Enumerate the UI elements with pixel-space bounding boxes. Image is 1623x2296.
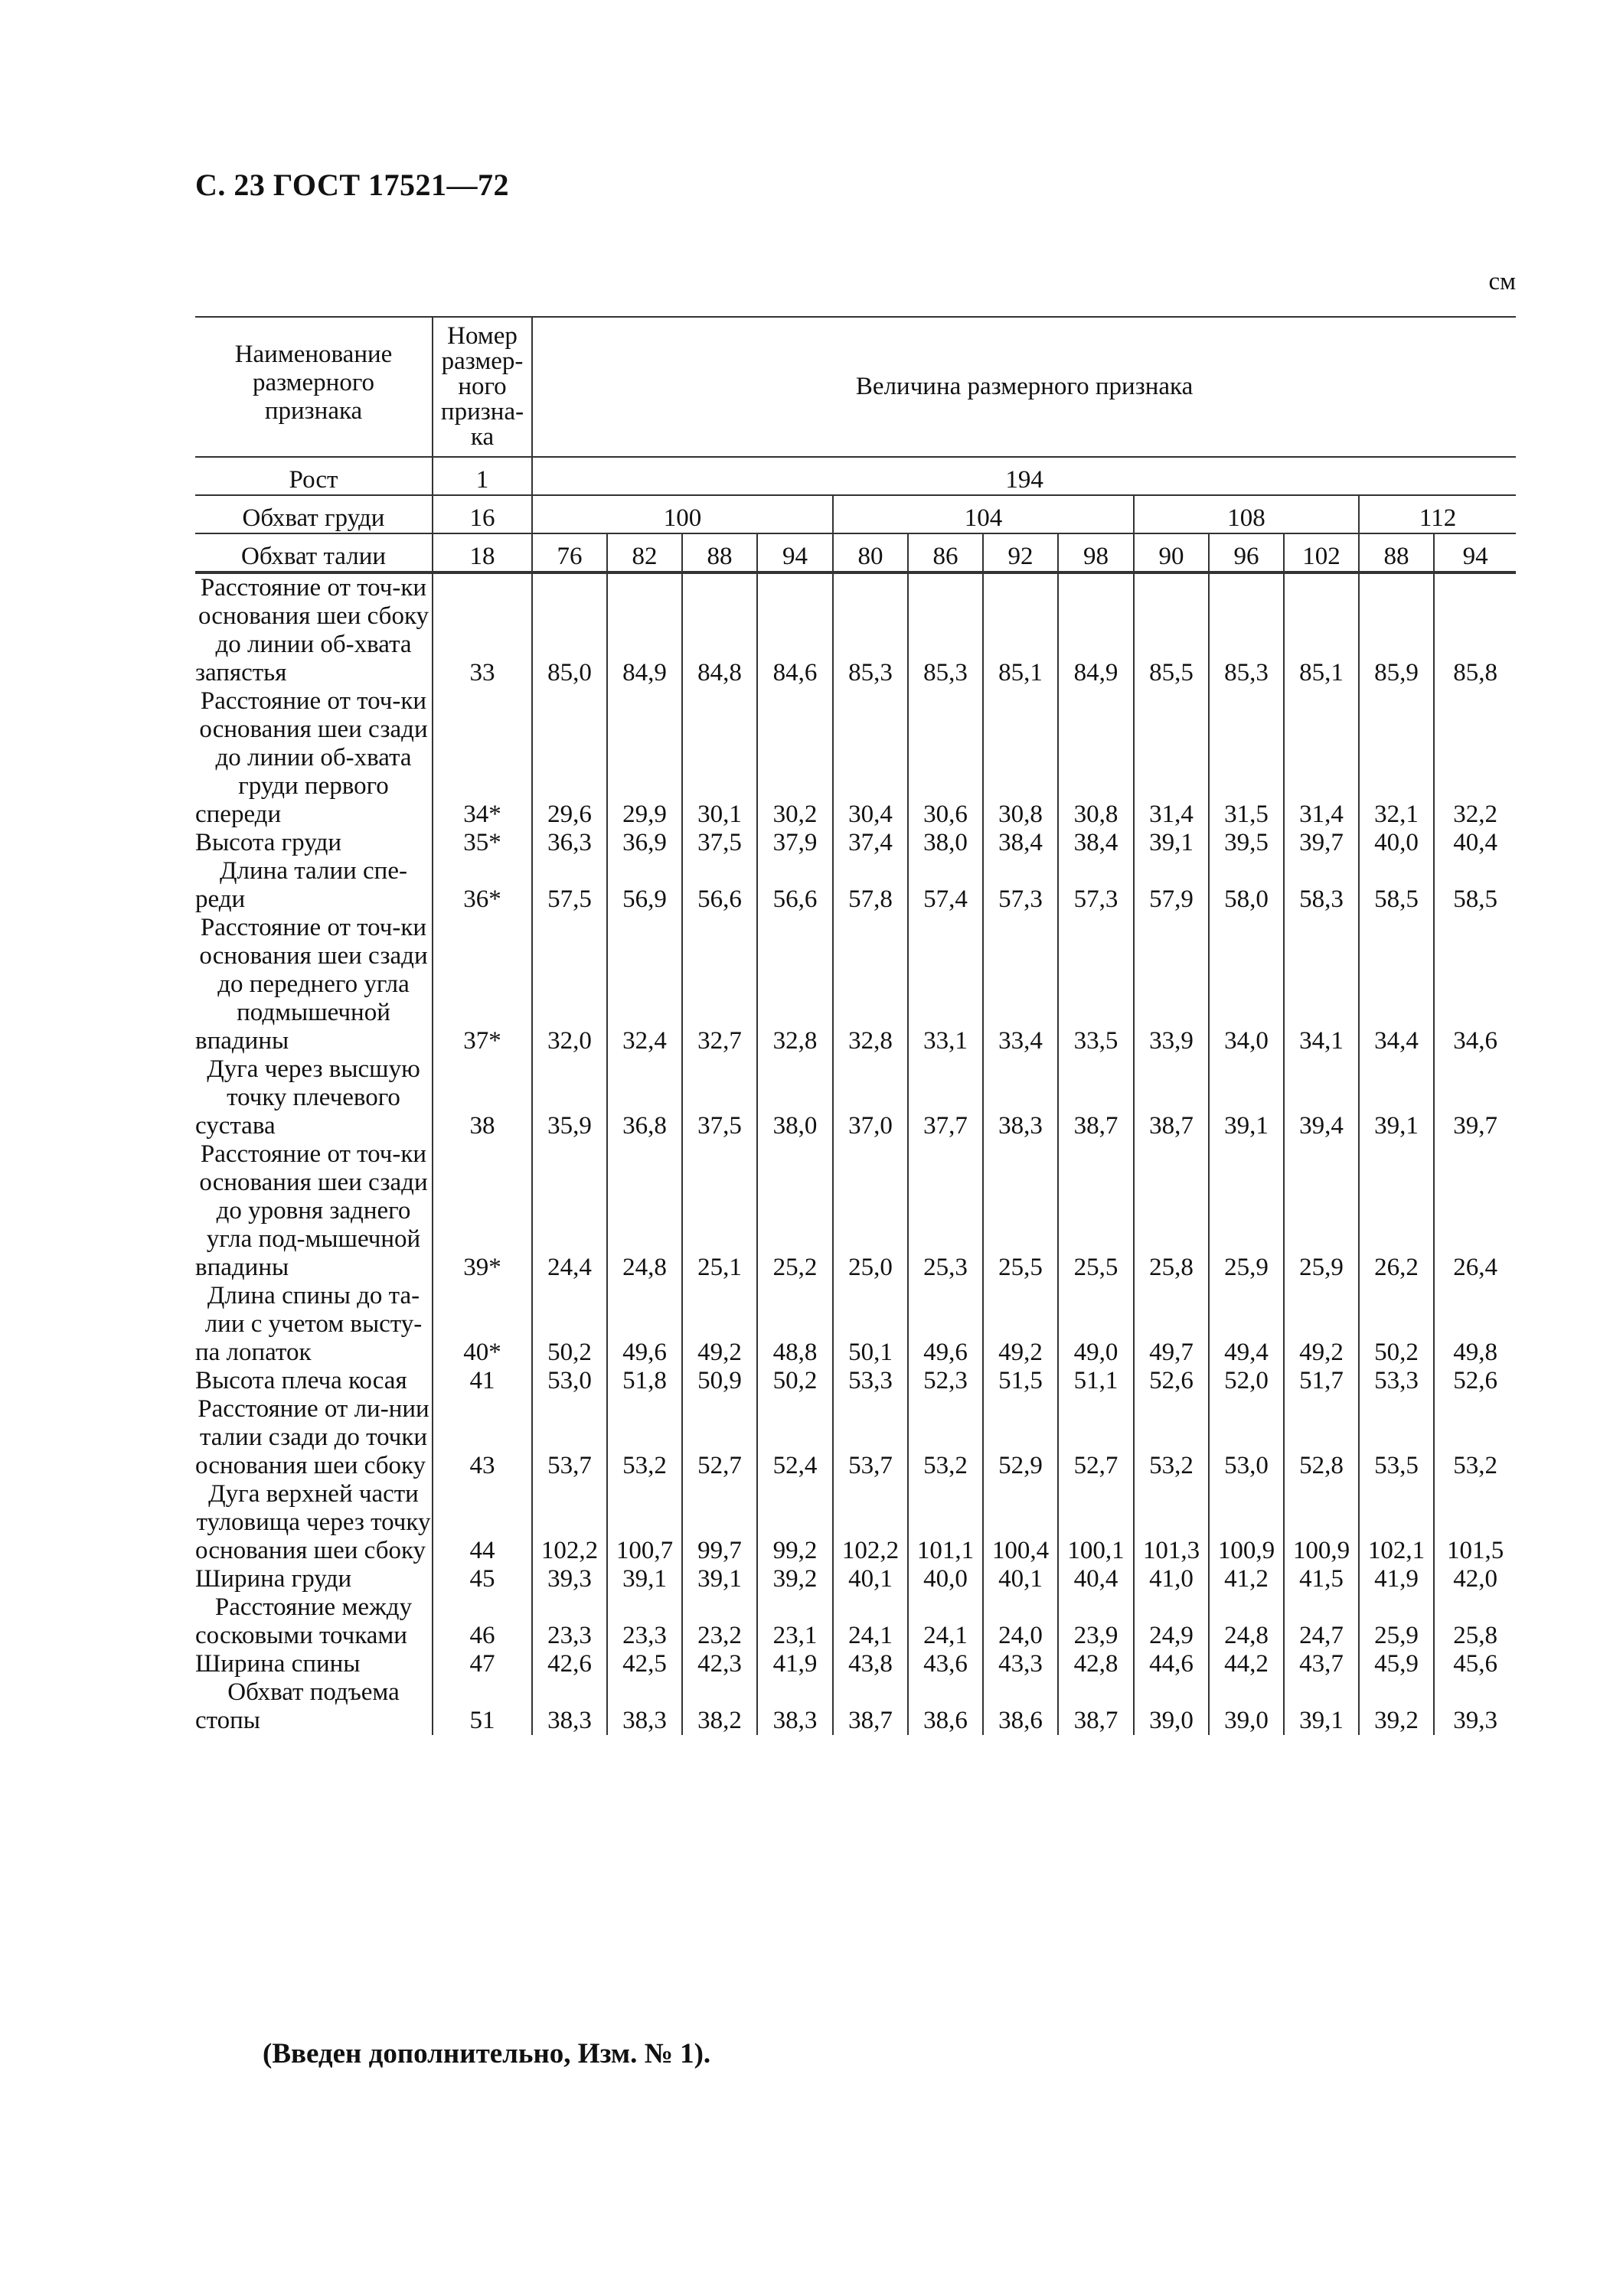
row-value: 40,1 — [833, 1565, 908, 1593]
row-value: 38,3 — [532, 1678, 607, 1735]
row-value: 49,6 — [607, 1282, 682, 1367]
row-value: 100,1 — [1058, 1480, 1134, 1565]
row-number: 33 — [433, 572, 532, 687]
row-value: 33,4 — [983, 914, 1058, 1055]
chest-number: 16 — [433, 495, 532, 533]
row-label: Обхват подъема стопы — [195, 1678, 433, 1735]
row-value: 42,0 — [1434, 1565, 1516, 1593]
row-value: 32,7 — [682, 914, 757, 1055]
row-label: Длина спины до та-лии с учетом высту-па лопаток — [195, 1282, 433, 1367]
row-value: 30,2 — [757, 687, 833, 829]
row-value: 44,2 — [1209, 1650, 1284, 1678]
chest-group: 104 — [833, 495, 1134, 533]
row-number: 39* — [433, 1140, 532, 1282]
row-value: 23,9 — [1058, 1593, 1134, 1650]
table-row — [195, 1480, 1516, 1565]
waist-value: 92 — [983, 533, 1058, 572]
row-value: 85,3 — [1209, 572, 1284, 687]
table-row — [195, 857, 1516, 914]
row-value: 30,8 — [983, 687, 1058, 829]
row-label: Расстояние от точ-ки основания шеи сбоку до линии об-хвата запястья — [195, 572, 433, 687]
row-value: 32,4 — [607, 914, 682, 1055]
rost-number: 1 — [433, 457, 532, 495]
row-value: 52,8 — [1284, 1395, 1359, 1480]
row-value: 37,5 — [682, 829, 757, 857]
row-value: 32,2 — [1434, 687, 1516, 829]
waist-number: 18 — [433, 533, 532, 572]
row-number: 44 — [433, 1480, 532, 1565]
row-value: 52,6 — [1134, 1367, 1209, 1395]
row-value: 85,0 — [532, 572, 607, 687]
row-value: 39,0 — [1134, 1678, 1209, 1735]
row-value: 101,1 — [908, 1480, 983, 1565]
waist-value: 96 — [1209, 533, 1284, 572]
page-header: С. 23 ГОСТ 17521—72 — [195, 168, 510, 202]
row-value: 53,7 — [833, 1395, 908, 1480]
row-value: 32,0 — [532, 914, 607, 1055]
row-value: 52,9 — [983, 1395, 1058, 1480]
table-row — [195, 572, 1516, 687]
waist-value: 80 — [833, 533, 908, 572]
row-value: 53,3 — [1359, 1367, 1434, 1395]
row-value: 100,9 — [1284, 1480, 1359, 1565]
row-value: 99,2 — [757, 1480, 833, 1565]
row-value: 39,1 — [607, 1565, 682, 1593]
row-value: 49,2 — [682, 1282, 757, 1367]
row-value: 31,4 — [1284, 687, 1359, 829]
footnote: (Введен дополнительно, Изм. № 1). — [263, 2038, 711, 2069]
row-value: 39,3 — [532, 1565, 607, 1593]
table-row — [195, 1367, 1516, 1395]
row-value: 49,6 — [908, 1282, 983, 1367]
row-value: 51,7 — [1284, 1367, 1359, 1395]
row-value: 39,1 — [682, 1565, 757, 1593]
row-value: 57,4 — [908, 857, 983, 914]
table-row — [195, 1650, 1516, 1678]
row-value: 49,2 — [1284, 1282, 1359, 1367]
row-value: 53,2 — [607, 1395, 682, 1480]
waist-value: 98 — [1058, 533, 1134, 572]
row-value: 25,8 — [1134, 1140, 1209, 1282]
row-value: 23,1 — [757, 1593, 833, 1650]
row-number: 45 — [433, 1565, 532, 1593]
row-number: 43 — [433, 1395, 532, 1480]
row-number: 35* — [433, 829, 532, 857]
row-value: 41,9 — [757, 1650, 833, 1678]
row-value: 58,0 — [1209, 857, 1284, 914]
row-label: Ширина груди — [195, 1565, 433, 1593]
chest-row — [195, 495, 1516, 533]
row-value: 25,9 — [1359, 1593, 1434, 1650]
row-value: 49,7 — [1134, 1282, 1209, 1367]
row-value: 39,5 — [1209, 829, 1284, 857]
row-value: 24,1 — [833, 1593, 908, 1650]
row-value: 40,4 — [1058, 1565, 1134, 1593]
row-value: 84,9 — [1058, 572, 1134, 687]
row-value: 38,6 — [983, 1678, 1058, 1735]
chest-group: 108 — [1134, 495, 1359, 533]
row-value: 57,5 — [532, 857, 607, 914]
row-value: 25,0 — [833, 1140, 908, 1282]
row-value: 25,5 — [983, 1140, 1058, 1282]
row-value: 38,7 — [1134, 1055, 1209, 1140]
row-value: 85,3 — [833, 572, 908, 687]
row-value: 42,5 — [607, 1650, 682, 1678]
table-header-row — [195, 317, 1516, 457]
row-value: 23,2 — [682, 1593, 757, 1650]
row-value: 38,0 — [757, 1055, 833, 1140]
row-value: 29,9 — [607, 687, 682, 829]
table-row — [195, 1565, 1516, 1593]
row-value: 34,4 — [1359, 914, 1434, 1055]
row-label: Ширина спины — [195, 1650, 433, 1678]
row-value: 100,9 — [1209, 1480, 1284, 1565]
row-value: 53,2 — [908, 1395, 983, 1480]
row-value: 23,3 — [532, 1593, 607, 1650]
row-value: 50,2 — [532, 1282, 607, 1367]
row-value: 33,5 — [1058, 914, 1134, 1055]
row-value: 38,7 — [1058, 1055, 1134, 1140]
row-value: 37,0 — [833, 1055, 908, 1140]
row-value: 29,6 — [532, 687, 607, 829]
row-value: 85,9 — [1359, 572, 1434, 687]
row-value: 31,4 — [1134, 687, 1209, 829]
row-value: 40,4 — [1434, 829, 1516, 857]
row-value: 49,0 — [1058, 1282, 1134, 1367]
row-value: 84,9 — [607, 572, 682, 687]
row-value: 41,5 — [1284, 1565, 1359, 1593]
row-value: 42,6 — [532, 1650, 607, 1678]
row-value: 52,4 — [757, 1395, 833, 1480]
row-value: 53,5 — [1359, 1395, 1434, 1480]
row-value: 85,1 — [1284, 572, 1359, 687]
unit-label: см — [1488, 268, 1516, 295]
row-value: 24,9 — [1134, 1593, 1209, 1650]
row-value: 39,1 — [1134, 829, 1209, 857]
row-value: 41,9 — [1359, 1565, 1434, 1593]
row-value: 38,4 — [1058, 829, 1134, 857]
row-value: 24,0 — [983, 1593, 1058, 1650]
row-value: 30,4 — [833, 687, 908, 829]
row-value: 50,9 — [682, 1367, 757, 1395]
row-value: 37,9 — [757, 829, 833, 857]
row-value: 37,5 — [682, 1055, 757, 1140]
row-value: 24,8 — [607, 1140, 682, 1282]
row-value: 43,7 — [1284, 1650, 1359, 1678]
row-value: 33,9 — [1134, 914, 1209, 1055]
row-label: Расстояние от точ-ки основания шеи сзади до линии об-хвата груди первого спереди — [195, 687, 433, 829]
column-header-number: Номер размер-ного призна-ка — [433, 317, 532, 457]
row-value: 51,8 — [607, 1367, 682, 1395]
row-value: 38,0 — [908, 829, 983, 857]
row-value: 40,0 — [908, 1565, 983, 1593]
table-row — [195, 1055, 1516, 1140]
row-value: 25,2 — [757, 1140, 833, 1282]
waist-value: 82 — [607, 533, 682, 572]
row-value: 43,3 — [983, 1650, 1058, 1678]
rost-label: Рост — [195, 457, 433, 495]
row-value: 50,2 — [757, 1367, 833, 1395]
row-value: 85,5 — [1134, 572, 1209, 687]
row-value: 39,0 — [1209, 1678, 1284, 1735]
row-value: 51,5 — [983, 1367, 1058, 1395]
row-value: 34,0 — [1209, 914, 1284, 1055]
row-value: 26,2 — [1359, 1140, 1434, 1282]
row-value: 101,5 — [1434, 1480, 1516, 1565]
row-number: 46 — [433, 1593, 532, 1650]
row-value: 44,6 — [1134, 1650, 1209, 1678]
row-value: 52,0 — [1209, 1367, 1284, 1395]
chest-label: Обхват груди — [195, 495, 433, 533]
row-label: Расстояние от точ-ки основания шеи сзади до переднего угла подмышечной впадины — [195, 914, 433, 1055]
row-value: 35,9 — [532, 1055, 607, 1140]
row-value: 39,2 — [757, 1565, 833, 1593]
row-value: 56,9 — [607, 857, 682, 914]
column-header-name: Наименование размерного признака — [195, 317, 433, 457]
row-value: 31,5 — [1209, 687, 1284, 829]
row-value: 37,7 — [908, 1055, 983, 1140]
row-value: 85,3 — [908, 572, 983, 687]
row-value: 58,5 — [1359, 857, 1434, 914]
row-value: 49,8 — [1434, 1282, 1516, 1367]
row-value: 30,1 — [682, 687, 757, 829]
row-value: 53,0 — [532, 1367, 607, 1395]
row-value: 56,6 — [682, 857, 757, 914]
row-value: 52,7 — [682, 1395, 757, 1480]
table-row — [195, 1395, 1516, 1480]
row-value: 36,8 — [607, 1055, 682, 1140]
table-row — [195, 1593, 1516, 1650]
row-number: 41 — [433, 1367, 532, 1395]
row-number: 38 — [433, 1055, 532, 1140]
row-value: 102,1 — [1359, 1480, 1434, 1565]
row-value: 32,8 — [757, 914, 833, 1055]
rost-value: 194 — [532, 457, 1516, 495]
row-value: 25,3 — [908, 1140, 983, 1282]
row-number: 34* — [433, 687, 532, 829]
row-value: 57,3 — [1058, 857, 1134, 914]
row-value: 101,3 — [1134, 1480, 1209, 1565]
row-value: 39,1 — [1209, 1055, 1284, 1140]
table-row — [195, 1282, 1516, 1367]
row-label: Высота плеча косая — [195, 1367, 433, 1395]
row-value: 24,4 — [532, 1140, 607, 1282]
row-value: 34,1 — [1284, 914, 1359, 1055]
row-value: 100,4 — [983, 1480, 1058, 1565]
row-number: 37* — [433, 914, 532, 1055]
row-value: 85,1 — [983, 572, 1058, 687]
chest-group: 112 — [1359, 495, 1516, 533]
row-value: 53,2 — [1434, 1395, 1516, 1480]
row-value: 39,4 — [1284, 1055, 1359, 1140]
row-number: 51 — [433, 1678, 532, 1735]
row-value: 51,1 — [1058, 1367, 1134, 1395]
row-value: 24,8 — [1209, 1593, 1284, 1650]
row-value: 39,7 — [1284, 829, 1359, 857]
waist-value: 90 — [1134, 533, 1209, 572]
waist-value: 86 — [908, 533, 983, 572]
row-value: 39,1 — [1359, 1055, 1434, 1140]
row-value: 23,3 — [607, 1593, 682, 1650]
row-value: 52,7 — [1058, 1395, 1134, 1480]
row-value: 38,6 — [908, 1678, 983, 1735]
row-value: 25,9 — [1284, 1140, 1359, 1282]
row-value: 32,8 — [833, 914, 908, 1055]
row-value: 25,9 — [1209, 1140, 1284, 1282]
row-value: 52,3 — [908, 1367, 983, 1395]
row-value: 50,2 — [1359, 1282, 1434, 1367]
row-value: 40,1 — [983, 1565, 1058, 1593]
row-value: 53,3 — [833, 1367, 908, 1395]
row-value: 85,8 — [1434, 572, 1516, 687]
row-value: 49,2 — [983, 1282, 1058, 1367]
row-value: 100,7 — [607, 1480, 682, 1565]
row-value: 50,1 — [833, 1282, 908, 1367]
row-value: 40,0 — [1359, 829, 1434, 857]
waist-value: 88 — [682, 533, 757, 572]
row-label: Длина талии спе-реди — [195, 857, 433, 914]
row-label: Дуга верхней части туловища через точку основания шеи сбоку — [195, 1480, 433, 1565]
row-value: 84,6 — [757, 572, 833, 687]
table-row — [195, 1140, 1516, 1282]
row-value: 43,8 — [833, 1650, 908, 1678]
row-value: 58,5 — [1434, 857, 1516, 914]
row-value: 24,7 — [1284, 1593, 1359, 1650]
rost-row — [195, 457, 1516, 495]
chest-group: 100 — [532, 495, 833, 533]
row-value: 45,6 — [1434, 1650, 1516, 1678]
row-value: 39,7 — [1434, 1055, 1516, 1140]
row-value: 43,6 — [908, 1650, 983, 1678]
row-value: 41,0 — [1134, 1565, 1209, 1593]
row-value: 49,4 — [1209, 1282, 1284, 1367]
row-value: 57,3 — [983, 857, 1058, 914]
column-header-value: Величина размерного признака — [532, 317, 1516, 457]
row-label: Расстояние от точ-ки основания шеи сзади до уровня заднего угла под-мышечной впадины — [195, 1140, 433, 1282]
row-value: 52,6 — [1434, 1367, 1516, 1395]
row-value: 38,4 — [983, 829, 1058, 857]
row-value: 38,3 — [607, 1678, 682, 1735]
waist-value: 88 — [1359, 533, 1434, 572]
table-row — [195, 1678, 1516, 1735]
row-value: 25,5 — [1058, 1140, 1134, 1282]
waist-value: 102 — [1284, 533, 1359, 572]
waist-row — [195, 533, 1516, 572]
table-row — [195, 914, 1516, 1055]
row-value: 38,3 — [983, 1055, 1058, 1140]
row-value: 33,1 — [908, 914, 983, 1055]
row-value: 37,4 — [833, 829, 908, 857]
row-value: 53,7 — [532, 1395, 607, 1480]
row-label: Дуга через высшую точку плечевого сустава — [195, 1055, 433, 1140]
table-row — [195, 829, 1516, 857]
row-value: 42,3 — [682, 1650, 757, 1678]
row-value: 57,9 — [1134, 857, 1209, 914]
row-value: 25,1 — [682, 1140, 757, 1282]
row-value: 57,8 — [833, 857, 908, 914]
row-value: 48,8 — [757, 1282, 833, 1367]
row-value: 102,2 — [532, 1480, 607, 1565]
row-label: Расстояние между сосковыми точками — [195, 1593, 433, 1650]
row-value: 38,2 — [682, 1678, 757, 1735]
row-value: 32,1 — [1359, 687, 1434, 829]
row-value: 38,7 — [1058, 1678, 1134, 1735]
row-label: Расстояние от ли-нии талии сзади до точки основания шеи сбоку — [195, 1395, 433, 1480]
row-value: 34,6 — [1434, 914, 1516, 1055]
waist-value: 76 — [532, 533, 607, 572]
row-value: 25,8 — [1434, 1593, 1516, 1650]
waist-label: Обхват талии — [195, 533, 433, 572]
row-value: 99,7 — [682, 1480, 757, 1565]
measurements-table — [195, 316, 1516, 1735]
row-value: 39,2 — [1359, 1678, 1434, 1735]
row-value: 102,2 — [833, 1480, 908, 1565]
row-value: 38,7 — [833, 1678, 908, 1735]
waist-value: 94 — [1434, 533, 1516, 572]
row-value: 42,8 — [1058, 1650, 1134, 1678]
row-value: 24,1 — [908, 1593, 983, 1650]
row-value: 36,3 — [532, 829, 607, 857]
waist-value: 94 — [757, 533, 833, 572]
row-label: Высота груди — [195, 829, 433, 857]
row-value: 53,2 — [1134, 1395, 1209, 1480]
row-value: 36,9 — [607, 829, 682, 857]
row-value: 39,1 — [1284, 1678, 1359, 1735]
row-value: 41,2 — [1209, 1565, 1284, 1593]
row-value: 39,3 — [1434, 1678, 1516, 1735]
row-value: 56,6 — [757, 857, 833, 914]
row-number: 40* — [433, 1282, 532, 1367]
row-value: 30,6 — [908, 687, 983, 829]
row-value: 26,4 — [1434, 1140, 1516, 1282]
row-value: 84,8 — [682, 572, 757, 687]
row-value: 45,9 — [1359, 1650, 1434, 1678]
row-value: 53,0 — [1209, 1395, 1284, 1480]
row-value: 30,8 — [1058, 687, 1134, 829]
row-value: 58,3 — [1284, 857, 1359, 914]
row-number: 47 — [433, 1650, 532, 1678]
table-row — [195, 687, 1516, 829]
row-number: 36* — [433, 857, 532, 914]
row-value: 38,3 — [757, 1678, 833, 1735]
